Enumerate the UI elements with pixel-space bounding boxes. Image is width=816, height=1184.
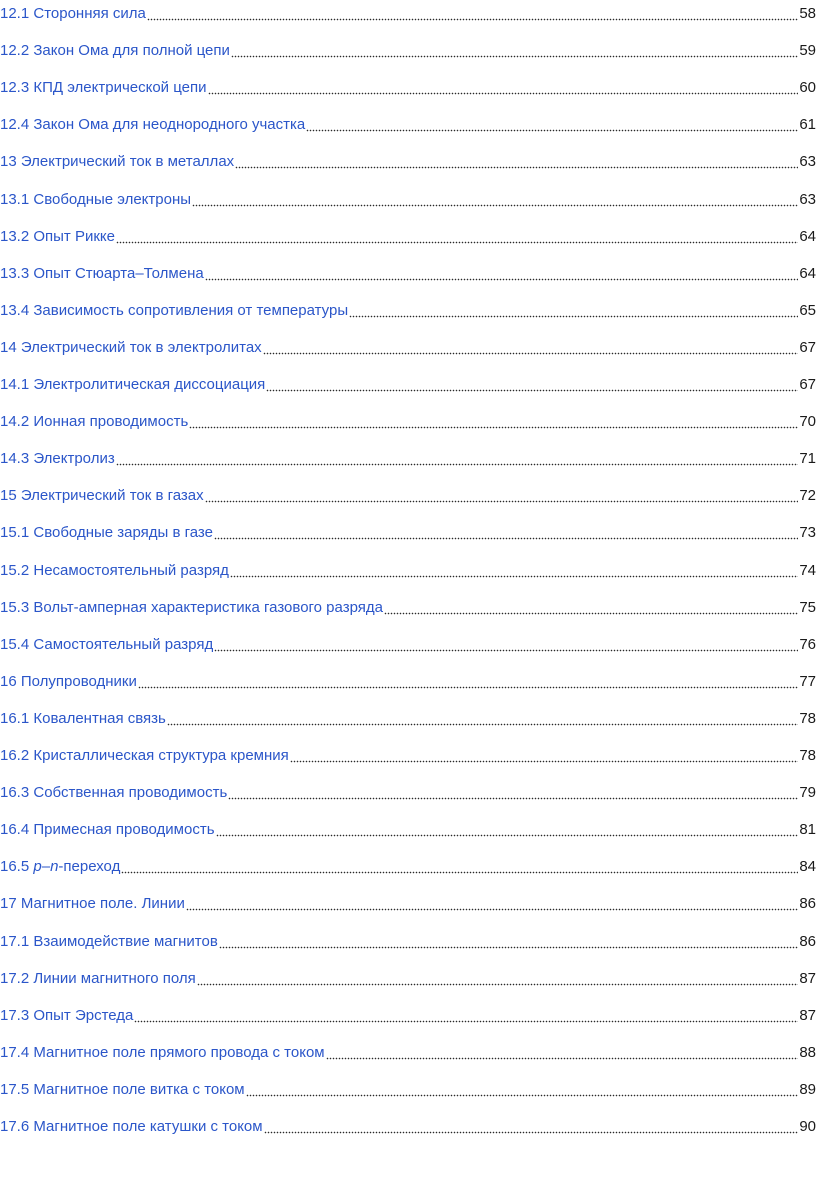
dot-leader <box>235 151 798 169</box>
toc-entry-title: 12.1 Сторонняя сила <box>0 5 146 22</box>
toc-entry-title: 14.2 Ионная проводимость <box>0 413 189 431</box>
toc-entry-page: 87 <box>799 1006 816 1024</box>
toc-entry-page: 79 <box>799 784 816 802</box>
toc-entry-page: 63 <box>799 153 816 171</box>
toc-entry[interactable] <box>0 594 816 618</box>
toc-entry-page: 60 <box>799 79 816 97</box>
dot-leader <box>230 560 798 578</box>
toc-entry-title: 16.4 Примесная проводимость <box>0 821 215 839</box>
dot-leader <box>208 77 799 95</box>
toc-entry-title: 17.1 Взаимодействие магнитов <box>0 932 218 950</box>
toc-entry-title: 13.3 Опыт Стюарта–Толмена <box>0 264 204 282</box>
toc-entry[interactable] <box>0 705 816 729</box>
toc-entry[interactable] <box>0 1002 816 1026</box>
toc-entry[interactable] <box>0 482 816 506</box>
toc-entry-page: 73 <box>799 524 816 542</box>
toc-entry[interactable] <box>0 0 816 24</box>
toc-entry-title: 14.3 Электролиз <box>0 450 115 468</box>
toc-entry-page: 77 <box>799 672 816 690</box>
toc-entry-page: 89 <box>799 1080 816 1098</box>
toc-entry-page: 86 <box>799 932 816 950</box>
toc-entry-title: 13.1 Свободные электроны <box>0 190 192 208</box>
dot-leader <box>189 411 798 429</box>
toc-entry-title: 15.1 Свободные заряды в газе <box>0 524 213 542</box>
toc-entry[interactable] <box>0 111 816 135</box>
toc-entry-page: 75 <box>799 598 816 616</box>
toc-entry-page: 70 <box>799 413 816 431</box>
toc-entry-title: 16.5 p–n-переход <box>0 858 121 876</box>
toc-entry-page: 78 <box>799 747 816 764</box>
dot-leader <box>147 3 798 21</box>
toc-entry-page: 74 <box>799 561 816 579</box>
dot-leader <box>186 893 798 911</box>
toc-entry-title: 17 Магнитное поле. Линии <box>0 895 185 913</box>
toc-entry-page: 78 <box>799 709 816 727</box>
dot-leader <box>349 300 798 318</box>
toc-entry-title: 15.3 Вольт-амперная характеристика газового разряда <box>0 598 383 616</box>
toc-entry-page: 58 <box>799 5 816 22</box>
dot-leader <box>264 1116 799 1134</box>
dot-leader <box>306 114 798 132</box>
toc-entry[interactable] <box>0 297 816 321</box>
toc-entry-title: 15.2 Несамостоятельный разряд <box>0 561 229 579</box>
toc-entry[interactable] <box>0 742 816 766</box>
toc-entry-title: 17.4 Магнитное поле прямого провода с током <box>0 1043 325 1061</box>
toc-entry[interactable] <box>0 334 816 358</box>
dot-leader <box>121 856 798 874</box>
dot-leader <box>384 597 798 615</box>
dot-leader <box>231 40 798 58</box>
toc-entry-title: 12.3 КПД электрической цепи <box>0 79 207 97</box>
toc-entry-title: 12.4 Закон Ома для неоднородного участка <box>0 116 306 134</box>
toc-entry-page: 67 <box>799 376 816 393</box>
toc-entry-page: 64 <box>799 227 816 245</box>
dot-leader <box>134 1005 798 1023</box>
toc-entry[interactable] <box>0 853 816 877</box>
toc-entry[interactable] <box>0 816 816 840</box>
toc-entry-title: 13.4 Зависимость сопротивления от температуры <box>0 301 349 319</box>
toc-entry-title: 12.2 Закон Ома для полной цепи <box>0 42 230 60</box>
toc-entry-page: 67 <box>799 338 816 356</box>
toc-entry-title: 14 Электрический ток в электролитах <box>0 338 262 356</box>
toc-entry-page: 81 <box>799 821 816 839</box>
dot-leader <box>214 634 798 652</box>
toc-entry[interactable] <box>0 779 816 803</box>
toc-entry[interactable] <box>0 1039 816 1063</box>
toc-entry[interactable] <box>0 965 816 989</box>
toc-entry-page: 71 <box>799 450 816 468</box>
toc-entry[interactable] <box>0 371 816 395</box>
toc-entry[interactable] <box>0 445 816 469</box>
dot-leader <box>326 1042 799 1060</box>
toc-entry-page: 86 <box>799 895 816 913</box>
toc-entry[interactable] <box>0 519 816 543</box>
toc-entry-page: 61 <box>799 116 816 134</box>
dot-leader <box>167 708 798 726</box>
toc-entry[interactable] <box>0 1113 816 1137</box>
toc-entry-page: 72 <box>799 487 816 505</box>
toc-entry-title: 16.1 Ковалентная связь <box>0 709 166 727</box>
toc-entry-page: 87 <box>799 969 816 987</box>
toc-entry-title: 17.6 Магнитное поле катушки с током <box>0 1118 263 1135</box>
toc-entry-page: 65 <box>799 301 816 319</box>
toc-entry-title: 17.3 Опыт Эрстеда <box>0 1006 134 1024</box>
toc-entry-page: 76 <box>799 635 816 653</box>
dot-leader <box>216 819 799 837</box>
toc-entry[interactable] <box>0 186 816 210</box>
toc-entry[interactable] <box>0 557 816 581</box>
dot-leader <box>263 337 799 355</box>
dot-leader <box>138 671 798 689</box>
toc-entry[interactable] <box>0 260 816 284</box>
toc-entry[interactable] <box>0 631 816 655</box>
toc-entry[interactable] <box>0 890 816 914</box>
toc-entry-title: 13 Электрический ток в металлах <box>0 153 235 171</box>
toc-entry-page: 63 <box>799 190 816 208</box>
toc-entry-page: 64 <box>799 264 816 282</box>
toc-entry[interactable] <box>0 928 816 952</box>
toc-entry-page: 84 <box>799 858 816 876</box>
dot-leader <box>205 485 799 503</box>
dot-leader <box>246 1079 799 1097</box>
toc-entry[interactable] <box>0 37 816 61</box>
toc-entry[interactable] <box>0 408 816 432</box>
toc-entry[interactable] <box>0 668 816 692</box>
toc-entry-title: 16 Полупроводники <box>0 672 137 690</box>
dot-leader <box>219 931 799 949</box>
toc-entry-title: 16.2 Кристаллическая структура кремния <box>0 747 289 764</box>
dot-leader <box>214 522 798 540</box>
dot-leader <box>205 263 799 281</box>
dot-leader <box>266 374 798 392</box>
dot-leader <box>116 226 798 244</box>
dot-leader <box>228 782 798 800</box>
toc-entry[interactable] <box>0 223 816 247</box>
toc-entry-title: 15.4 Самостоятельный разряд <box>0 635 214 653</box>
toc-entry[interactable] <box>0 74 816 98</box>
toc-entry-page: 90 <box>799 1118 816 1135</box>
dot-leader <box>197 968 799 986</box>
toc-entry-title: 13.2 Опыт Рикке <box>0 227 115 245</box>
toc-entry-page: 88 <box>799 1043 816 1061</box>
dot-leader <box>192 189 798 207</box>
toc-entry[interactable] <box>0 1076 816 1100</box>
toc-entry-title: 17.5 Магнитное поле витка с током <box>0 1080 245 1098</box>
toc-entry[interactable] <box>0 148 816 172</box>
toc-entry-page: 59 <box>799 42 816 60</box>
dot-leader <box>116 448 799 466</box>
toc-entry-title: 17.2 Линии магнитного поля <box>0 969 196 987</box>
toc-entry-title: 16.3 Собственная проводимость <box>0 784 228 802</box>
dot-leader <box>290 745 799 763</box>
toc-entry-title: 15 Электрический ток в газах <box>0 487 204 505</box>
toc-entry-title: 14.1 Электролитическая диссоциация <box>0 376 266 393</box>
